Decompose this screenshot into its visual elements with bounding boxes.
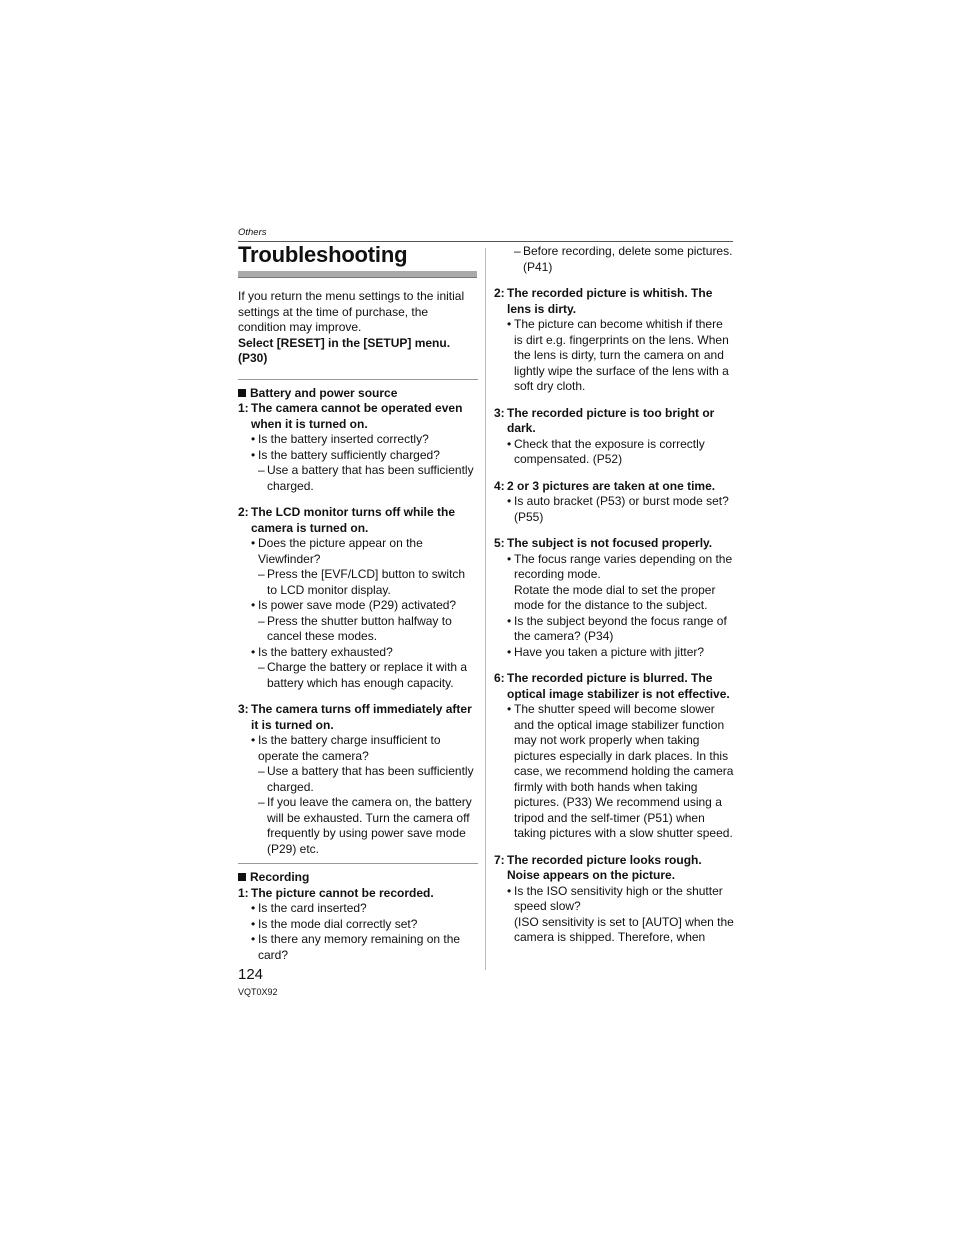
- list-item: • Check that the exposure is correctly compensated. (P52): [507, 436, 705, 466]
- list-item: • The picture can become whitish if there is dirt e.g. fingerprints on the lens. When the lens is dirty, turn the camera on and lightly wipe the surface of the lens with a soft dry cloth.: [507, 317, 729, 393]
- list-item: • Is power save mode (P29) activated?: [251, 598, 457, 612]
- list-subitem: – Use a battery that has been sufficiently charged.: [258, 463, 474, 493]
- list-item: • Does the picture appear on the Viewfinder?: [251, 536, 423, 566]
- recording-q7: 7: The recorded picture looks rough. Noise appears on the picture.: [494, 852, 702, 882]
- battery-q1: 1: The camera cannot be operated even when it is turned on.: [238, 401, 463, 431]
- list-subitem: – Charge the battery or replace it with a battery which has enough capacity.: [258, 660, 468, 690]
- square-bullet-icon: [238, 873, 246, 881]
- recording-q4: 4: 2 or 3 pictures are taken at one time.: [494, 478, 716, 493]
- recording-q5: 5: The subject is not focused properly.: [494, 536, 713, 550]
- list-subitem: – Press the shutter button halfway to cancel these modes.: [258, 613, 452, 643]
- list-item: • Is the mode dial correctly set?: [251, 916, 418, 931]
- list-item: • Is the battery charge insufficient to operate the camera?: [251, 733, 441, 763]
- column-divider: [485, 248, 486, 970]
- page-title: Troubleshooting: [238, 242, 408, 267]
- intro-instruction: Select [RESET] in the [SETUP] menu. (P30): [238, 335, 451, 365]
- list-item: • Is there any memory remaining on the card?: [251, 932, 461, 962]
- square-bullet-icon: [238, 389, 246, 397]
- list-subitem: – Use a battery that has been sufficiently charged.: [258, 764, 474, 794]
- recording-q1: 1: The picture cannot be recorded.: [238, 885, 434, 900]
- recording-q2: 2: The recorded picture is whitish. The lens is dirty.: [494, 286, 713, 316]
- page-number: 124: [238, 966, 264, 983]
- list-item: • Is the card inserted?: [251, 901, 367, 915]
- intro-text: If you return the menu settings to the initial settings at the time of purchase, the condition may improve.: [238, 289, 465, 334]
- list-item: • Is the ISO sensitivity high or the shutter speed slow?: [507, 883, 723, 913]
- battery-heading: Battery and power source: [238, 386, 478, 402]
- list-item: • Have you taken a picture with jitter?: [507, 644, 705, 659]
- separator: [238, 863, 478, 864]
- recording-q6: 6: The recorded picture is blurred. The optical image stabilizer is not effective.: [494, 671, 730, 701]
- battery-q3: 3: The camera turns off immediately after it is turned on.: [238, 702, 472, 732]
- right-column: [494, 244, 734, 946]
- recording-q3: 3: The recorded picture is too bright or dark.: [494, 405, 715, 435]
- list-item: • Is the subject beyond the focus range of the camera? (P34): [507, 613, 727, 643]
- model-code: VQT0X92: [238, 987, 278, 997]
- separator: [238, 379, 478, 380]
- left-column: [238, 238, 478, 963]
- list-item-continuation: (ISO sensitivity is set to [AUTO] when the camera is shipped. Therefore, when: [514, 914, 734, 944]
- title-underline-bar: [238, 271, 477, 278]
- list-item-continuation: Rotate the mode dial to set the proper mode for the distance to the subject.: [514, 582, 716, 612]
- list-item: • Is the battery sufficiently charged?: [251, 447, 440, 462]
- list-item: • Is auto bracket (P53) or burst mode set? (P55): [507, 494, 729, 524]
- list-item: • Is the battery exhausted?: [251, 644, 393, 659]
- section-label: Others: [238, 227, 267, 238]
- list-subitem: – Press the [EVF/LCD] button to switch to LCD monitor display.: [258, 567, 466, 597]
- list-subitem: – If you leave the camera on, the battery will be exhausted. Turn the camera off frequently by using power save mode (P29) etc.: [258, 795, 472, 856]
- list-item: • The shutter speed will become slower and the optical image stabilizer function may not work properly when taking pictures especially in dark places. In this case, we recommend holding the camera firmly with both hands when taking pictures. (P33) We recommend using a tripod and the self-timer (P51) when taking pictures with a slow shutter speed.: [507, 702, 734, 840]
- list-item: • The focus range varies depending on the recording mode.: [507, 551, 733, 581]
- list-subitem: – Before recording, delete some pictures. (P41): [514, 244, 733, 274]
- recording-heading: Recording: [238, 870, 478, 886]
- battery-q2: 2: The LCD monitor turns off while the camera is turned on.: [238, 505, 455, 535]
- list-item: • Is the battery inserted correctly?: [251, 432, 429, 446]
